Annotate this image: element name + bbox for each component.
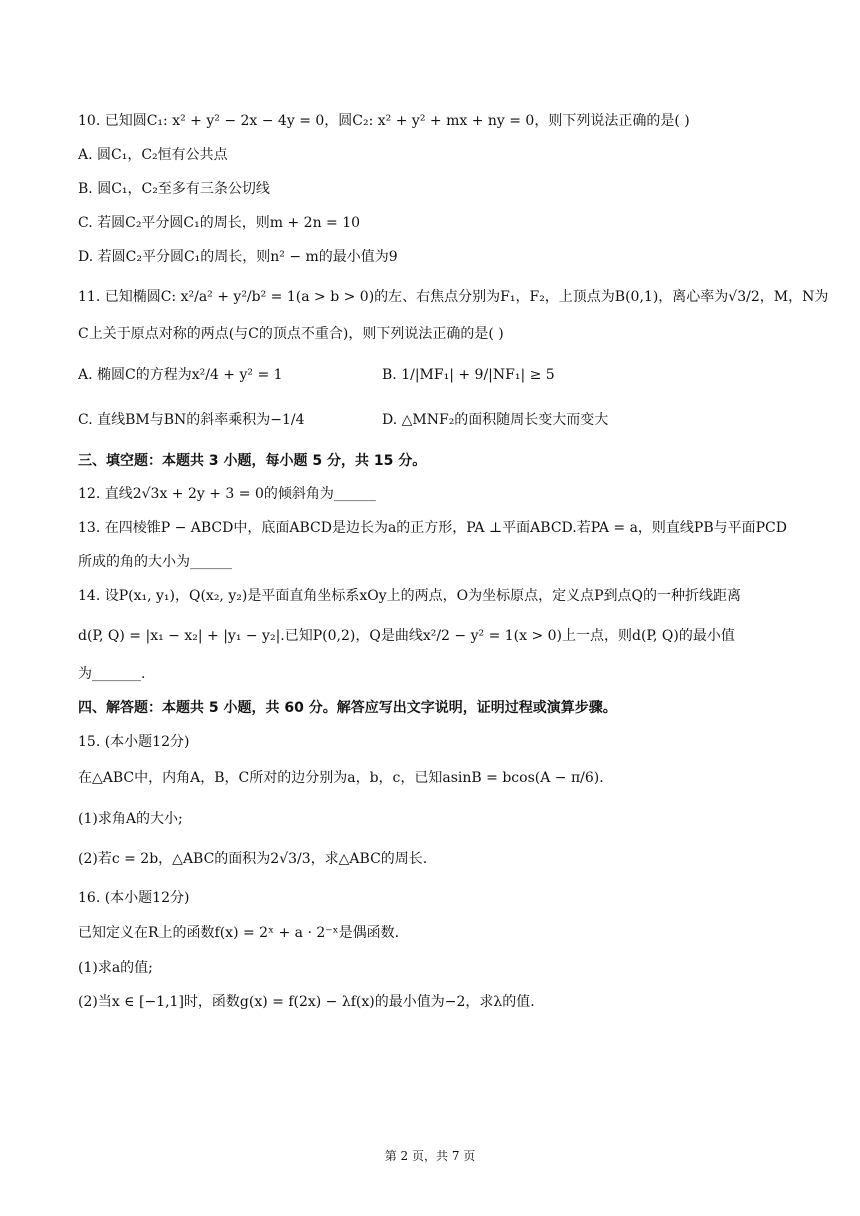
q11-option-b: B. 1/|MF₁| + 9/|NF₁| ≥ 5 bbox=[382, 367, 555, 383]
q11-stem-line2: C上关于原点对称的两点(与C的顶点不重合)，则下列说法正确的是( ) bbox=[78, 326, 504, 342]
q16-header: 16. (本小题12分) bbox=[78, 890, 190, 906]
q15-stem: 在△ABC中，内角A，B，C所对的边分别为a，b，c，已知asinB = bcos(A − π/6). bbox=[78, 770, 604, 786]
q11-option-c: C. 直线BM与BN的斜率乘积为−1/4 bbox=[78, 412, 305, 428]
q15-part1: (1)求角A的大小; bbox=[78, 811, 183, 827]
q10-option-b: B. 圆C₁，C₂至多有三条公切线 bbox=[78, 181, 270, 197]
q11-stem-line1: 11. 已知椭圆C: x²/a² + y²/b² = 1(a > b > 0)的左、右焦点分别为F₁，F₂，上顶点为B(0,1)，离心率为√3/2，M，N为 bbox=[78, 289, 829, 305]
page-footer: 第 2 页，共 7 页 bbox=[384, 1149, 476, 1163]
q15-header: 15. (本小题12分) bbox=[78, 734, 190, 750]
q10-option-a: A. 圆C₁，C₂恒有公共点 bbox=[78, 147, 228, 163]
q15-part2: (2)若c = 2b，△ABC的面积为2√3/3，求△ABC的周长. bbox=[78, 851, 428, 867]
section-3-heading: 三、填空题：本题共 3 小题，每小题 5 分，共 15 分。 bbox=[78, 453, 427, 469]
question-12: 12. 直线2√3x + 2y + 3 = 0的倾斜角为______ bbox=[78, 486, 376, 502]
section-4-heading: 四、解答题：本题共 5 小题，共 60 分。解答应写出文字说明，证明过程或演算步骤。 bbox=[78, 700, 617, 716]
q14-line1: 14. 设P(x₁, y₁)，Q(x₂, y₂)是平面直角坐标系xOy上的两点，O为坐标原点，定义点P到点Q的一种折线距离 bbox=[78, 588, 741, 604]
q10-option-c: C. 若圆C₂平分圆C₁的周长，则m + 2n = 10 bbox=[78, 215, 361, 231]
q11-option-d: D. △MNF₂的面积随周长变大而变大 bbox=[382, 412, 609, 428]
q16-part2: (2)当x ∈ [−1,1]时，函数g(x) = f(2x) − λf(x)的最小值为−2，求λ的值. bbox=[78, 994, 535, 1010]
q13-line2: 所成的角的大小为______ bbox=[78, 554, 232, 570]
q11-option-a: A. 椭圆C的方程为x²/4 + y² = 1 bbox=[78, 367, 283, 383]
q14-line3: 为_______. bbox=[78, 666, 146, 682]
q16-part1: (1)求a的值; bbox=[78, 960, 153, 976]
q14-line2: d(P, Q) = |x₁ − x₂| + |y₁ − y₂|.已知P(0,2)，Q是曲线x²/2 − y² = 1(x > 0)上一点，则d(P, Q)的最小值 bbox=[78, 628, 735, 644]
q10-option-d: D. 若圆C₂平分圆C₁的周长，则n² − m的最小值为9 bbox=[78, 249, 398, 265]
q16-stem: 已知定义在R上的函数f(x) = 2ˣ + a · 2⁻ˣ是偶函数. bbox=[78, 925, 400, 941]
q13-line1: 13. 在四棱锥P − ABCD中，底面ABCD是边长为a的正方形，PA ⊥平面ABCD.若PA = a，则直线PB与平面PCD bbox=[78, 520, 787, 536]
q10-stem: 10. 已知圆C₁: x² + y² − 2x − 4y = 0，圆C₂: x² + y² + mx + ny = 0，则下列说法正确的是( ) bbox=[78, 113, 690, 129]
